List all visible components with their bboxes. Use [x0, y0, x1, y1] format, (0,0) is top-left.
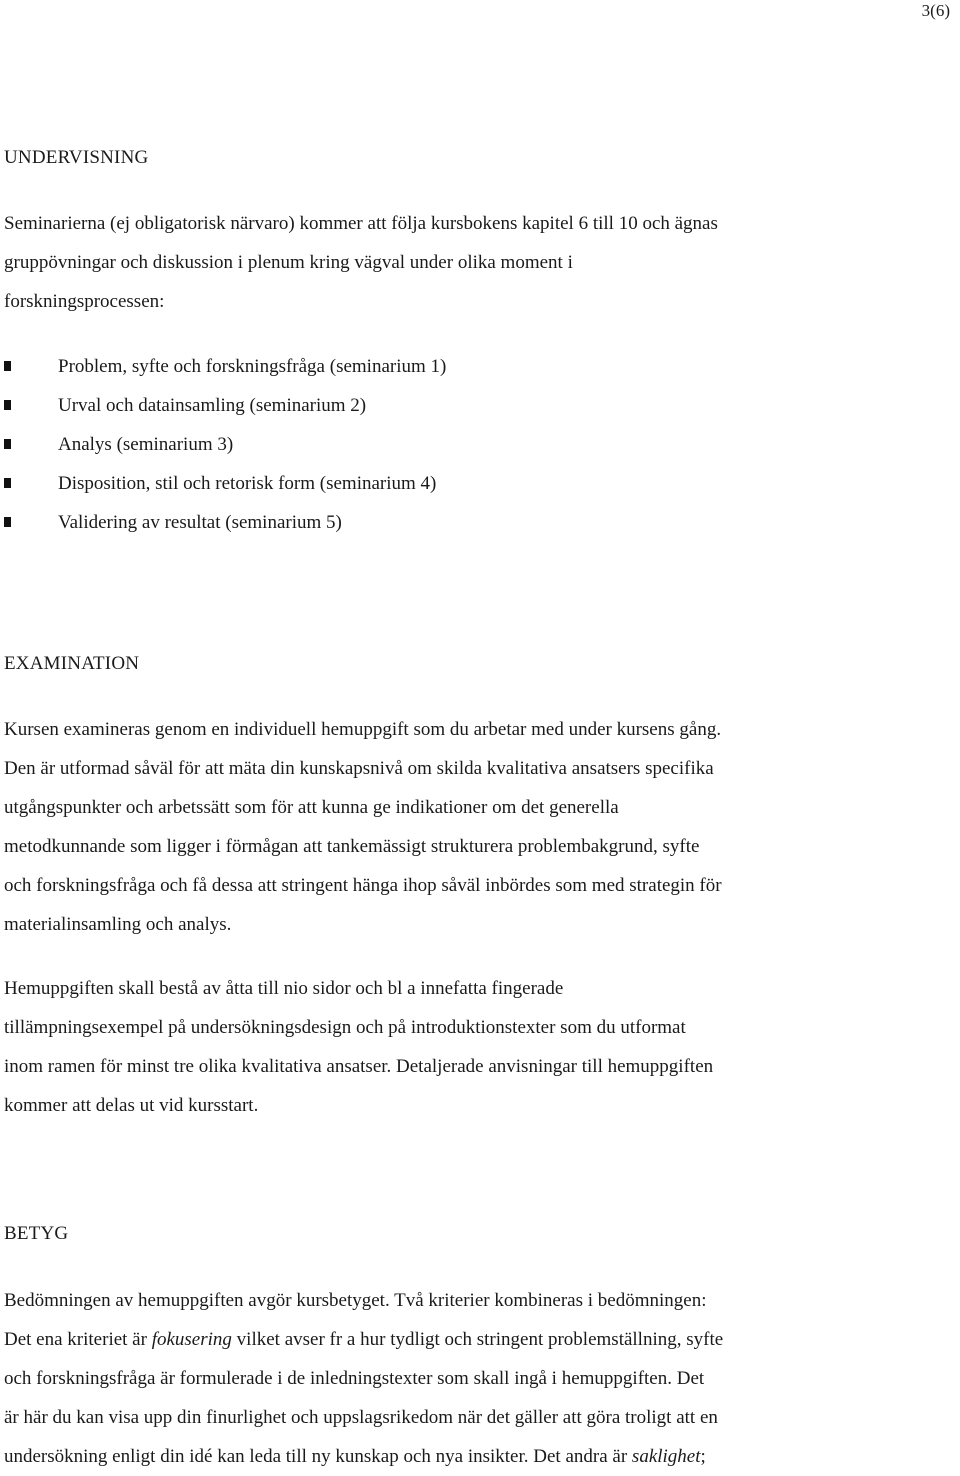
paragraph-line: Den är utformad såväl för att mäta din kunskapsnivå om skilda kvalitativa ansatsers specifika: [4, 758, 714, 779]
paragraph-line: och forskningsfråga och få dessa att stringent hänga ihop såväl inbördes som med strategin för: [4, 875, 722, 896]
text-run: undersökning enligt din idé kan leda till ny kunskap och nya insikter. Det andra är: [4, 1446, 632, 1467]
paragraph-line: materialinsamling och analys.: [4, 914, 232, 935]
text-run: vilket avser fr a hur tydligt och stringent problemställning, syfte: [231, 1329, 724, 1350]
square-bullet-icon: [4, 400, 11, 410]
square-bullet-icon: [4, 478, 11, 488]
square-bullet-icon: [4, 517, 11, 527]
square-bullet-icon: [4, 361, 11, 371]
paragraph-line: Kursen examineras genom en individuell hemuppgift som du arbetar med under kursens gång.: [4, 719, 722, 740]
paragraph-line: och forskningsfråga är formulerade i de inledningstexter som skall ingå i hemuppgiften. Det: [4, 1368, 705, 1389]
list-item-text: Analys (seminarium 3): [58, 434, 234, 455]
text-run: ;: [700, 1446, 706, 1467]
list-item: [4, 386, 446, 425]
text-run: Det ena kriteriet är: [4, 1329, 152, 1350]
paragraph-line: är här du kan visa upp din finurlighet och uppslagsrikedom när det gäller att göra troligt att en: [4, 1407, 718, 1428]
paragraph-line: kommer att delas ut vid kursstart.: [4, 1095, 259, 1116]
paragraph-line: utgångspunkter och arbetssätt som för att kunna ge indikationer om det generella: [4, 797, 619, 818]
paragraph-line: gruppövningar och diskussion i plenum kring vägval under olika moment i: [4, 252, 573, 273]
list-item: [4, 464, 446, 503]
list-item: [4, 425, 446, 464]
paragraph-line: Hemuppgiften skall bestå av åtta till nio sidor och bl a innefatta fingerade: [4, 978, 564, 999]
undervisning-intro-paragraph: [4, 204, 944, 321]
examination-paragraph-1: [4, 710, 944, 944]
heading-examination: EXAMINATION: [4, 653, 140, 674]
paragraph-line: Bedömningen av hemuppgiften avgör kursbetyget. Två kriterier kombineras i bedömningen:: [4, 1290, 707, 1311]
list-item-text: Disposition, stil och retorisk form (seminarium 4): [58, 473, 437, 494]
list-item-text: Validering av resultat (seminarium 5): [58, 512, 342, 533]
paragraph-line: [4, 1437, 944, 1476]
square-bullet-icon: [4, 439, 11, 449]
paragraph-line: Seminarierna (ej obligatorisk närvaro) kommer att följa kursbokens kapitel 6 till 10 och ägnas: [4, 213, 718, 234]
paragraph-line: metodkunnande som ligger i förmågan att tankemässigt strukturera problembakgrund, syfte: [4, 836, 700, 857]
list-item-text: Urval och datainsamling (seminarium 2): [58, 395, 367, 416]
heading-betyg: BETYG: [4, 1223, 69, 1244]
paragraph-line: [4, 1320, 944, 1359]
emphasis-fokusering: fokusering: [151, 1329, 232, 1350]
heading-undervisning: UNDERVISNING: [4, 147, 149, 168]
betyg-paragraph: [4, 1281, 944, 1476]
paragraph-line: forskningsprocessen:: [4, 291, 165, 312]
paragraph-line: inom ramen för minst tre olika kvalitativa ansatser. Detaljerade anvisningar till hemuppgiften: [4, 1056, 714, 1077]
paragraph-line: tillämpningsexempel på undersökningsdesign och på introduktionstexter som du utformat: [4, 1017, 686, 1038]
seminar-list: [4, 347, 446, 542]
emphasis-saklighet: saklighet: [631, 1446, 701, 1467]
examination-paragraph-2: [4, 969, 944, 1125]
list-item-text: Problem, syfte och forskningsfråga (seminarium 1): [58, 356, 447, 377]
list-item: [4, 503, 446, 542]
page-number: 3(6): [921, 1, 950, 20]
list-item: [4, 347, 446, 386]
